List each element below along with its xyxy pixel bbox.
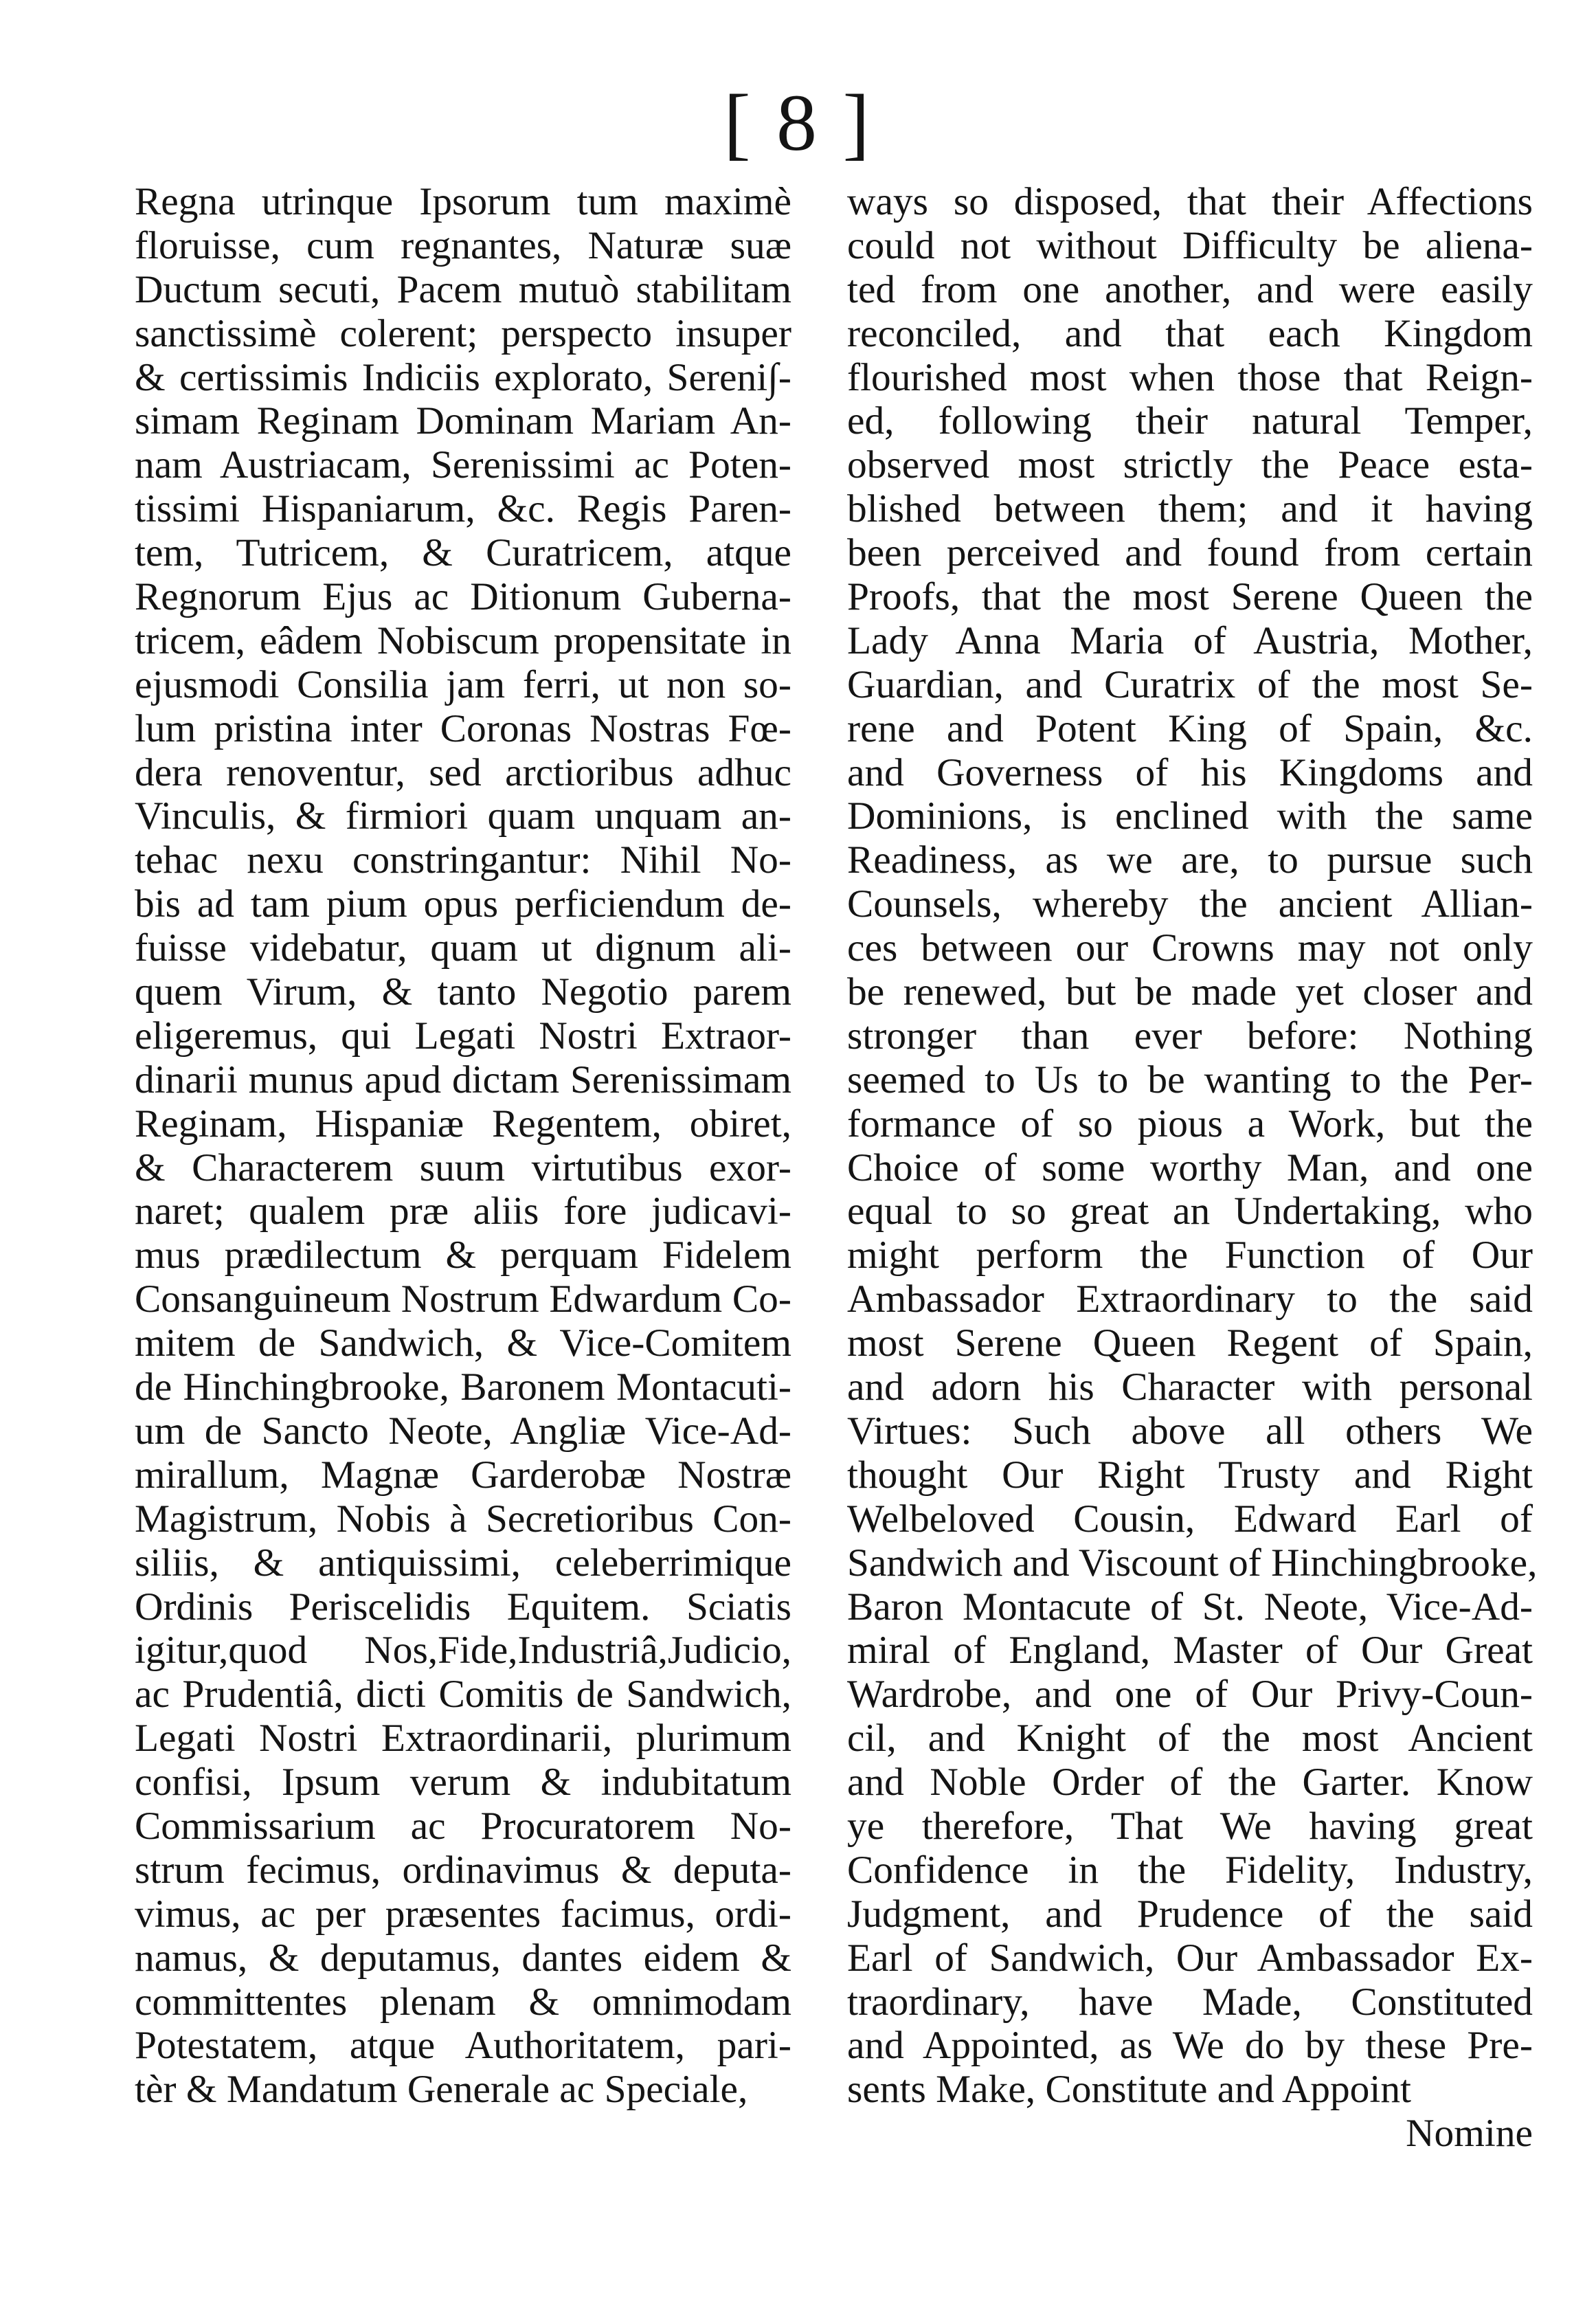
text-line: lum pristina inter Coronas Nostras Fœ- bbox=[135, 706, 791, 750]
text-line: Virtues: Such above all others We bbox=[847, 1409, 1533, 1453]
text-line: Dominions, is enclined with the same bbox=[847, 794, 1533, 838]
text-line: Regna utrinque Ipsorum tum maximè bbox=[135, 180, 791, 223]
text-line: naret; qualem præ aliis fore judicavi- bbox=[135, 1189, 791, 1233]
text-line: tèr & Mandatum Generale ac Speciale, bbox=[135, 2068, 748, 2112]
text-line: miral of England, Master of Our Great bbox=[847, 1629, 1533, 1673]
text-line: quem Virum, & tanto Negotio parem bbox=[135, 970, 791, 1014]
text-line: Sandwich and Viscount of Hinchingbrooke, bbox=[847, 1541, 1538, 1585]
text-line: Wardrobe, and one of Our Privy-Coun- bbox=[847, 1673, 1533, 1717]
latin-column bbox=[135, 180, 791, 2112]
text-line: confisi, Ipsum verum & indubitatum bbox=[135, 1761, 791, 1805]
text-line: most Serene Queen Regent of Spain, bbox=[847, 1321, 1533, 1365]
text-line: Reginam, Hispaniæ Regentem, obiret, bbox=[135, 1102, 791, 1146]
text-line: tissimi Hispaniarum, &c. Regis Paren- bbox=[135, 487, 791, 531]
text-line: mus prædilectum & perquam Fidelem bbox=[135, 1233, 791, 1277]
text-line: ac Prudentiâ, dicti Comitis de Sandwich, bbox=[135, 1673, 791, 1717]
text-line: mitem de Sandwich, & Vice-Comitem bbox=[135, 1321, 791, 1365]
text-line: Regnorum Ejus ac Ditionum Guberna- bbox=[135, 575, 791, 619]
text-line: been perceived and found from certain bbox=[847, 531, 1533, 575]
text-line: namus, & deputamus, dantes eidem & bbox=[135, 1936, 791, 1980]
text-line: Legati Nostri Extraordinarii, plurimum bbox=[135, 1717, 791, 1761]
text-line: tem, Tutricem, & Curatricem, atque bbox=[135, 531, 791, 575]
text-line: mirallum, Magnæ Garderobæ Nostræ bbox=[135, 1453, 791, 1497]
text-line: & certissimis Indiciis explorato, Sereni∫- bbox=[135, 355, 791, 399]
text-line: stronger than ever before: Nothing bbox=[847, 1014, 1533, 1058]
text-line: Ordinis Periscelidis Equitem. Sciatis bbox=[135, 1585, 791, 1629]
text-line: Lady Anna Maria of Austria, Mother, bbox=[847, 618, 1533, 662]
text-line: ted from one another, and were easily bbox=[847, 267, 1533, 311]
text-line: Welbeloved Cousin, Edward Earl of bbox=[847, 1497, 1533, 1541]
text-line: reconciled, and that each Kingdom bbox=[847, 311, 1533, 355]
text-line: Choice of some worthy Man, and one bbox=[847, 1146, 1533, 1189]
text-line: Ambassador Extraordinary to the said bbox=[847, 1277, 1533, 1321]
text-line: & Characterem suum virtutibus exor- bbox=[135, 1146, 791, 1189]
catchword: Nomine bbox=[1406, 2112, 1533, 2156]
text-line: igitur,quod Nos,Fide,Industriâ,Judicio, bbox=[135, 1629, 791, 1673]
text-line: Proofs, that the most Serene Queen the bbox=[847, 575, 1533, 619]
text-line: seemed to Us to be wanting to the Per- bbox=[847, 1058, 1533, 1102]
text-line: blished between them; and it having bbox=[847, 487, 1533, 531]
text-line: formance of so pious a Work, but the bbox=[847, 1102, 1533, 1146]
text-line: thought Our Right Trusty and Right bbox=[847, 1453, 1533, 1497]
text-line: and Noble Order of the Garter. Know bbox=[847, 1761, 1533, 1805]
text-line: might perform the Function of Our bbox=[847, 1233, 1533, 1277]
text-line: Potestatem, atque Authoritatem, pari- bbox=[135, 2024, 791, 2068]
text-line: and adorn his Character with personal bbox=[847, 1365, 1533, 1409]
text-line: bis ad tam pium opus perficiendum de- bbox=[135, 882, 791, 926]
text-line: ways so disposed, that their Affections bbox=[847, 180, 1533, 223]
text-line: dera renoventur, sed arctioribus adhuc bbox=[135, 750, 791, 794]
text-line: siliis, & antiquissimi, celeberrimique bbox=[135, 1541, 791, 1585]
text-line: and Governess of his Kingdoms and bbox=[847, 750, 1533, 794]
text-line: Vinculis, & firmiori quam unquam an- bbox=[135, 794, 791, 838]
text-line: Consanguineum Nostrum Edwardum Co- bbox=[135, 1277, 791, 1321]
text-line: traordinary, have Made, Constituted bbox=[847, 1980, 1533, 2024]
text-line: Confidence in the Fidelity, Industry, bbox=[847, 1848, 1533, 1892]
text-line: simam Reginam Dominam Mariam An- bbox=[135, 399, 791, 443]
text-line: be renewed, but be made yet closer and bbox=[847, 970, 1533, 1014]
text-line: Ductum secuti, Pacem mutuò stabilitam bbox=[135, 267, 791, 311]
english-column bbox=[847, 180, 1538, 2156]
text-line: committentes plenam & omnimodam bbox=[135, 1980, 791, 2024]
text-line: Counsels, whereby the ancient Allian- bbox=[847, 882, 1533, 926]
text-line: and Appointed, as We do by these Pre- bbox=[847, 2024, 1533, 2068]
text-line: flourished most when those that Reign- bbox=[847, 355, 1533, 399]
text-line: Readiness, as we are, to pursue such bbox=[847, 838, 1533, 882]
text-line: ces between our Crowns may not only bbox=[847, 926, 1533, 970]
text-line: floruisse, cum regnantes, Naturæ suæ bbox=[135, 223, 791, 267]
text-line: Guardian, and Curatrix of the most Se- bbox=[847, 662, 1533, 706]
text-line: de Hinchingbrooke, Baronem Montacuti- bbox=[135, 1365, 791, 1409]
text-line: eligeremus, qui Legati Nostri Extraor- bbox=[135, 1014, 791, 1058]
text-line: Magistrum, Nobis à Secretioribus Con- bbox=[135, 1497, 791, 1541]
text-line: Commissarium ac Procuratorem No- bbox=[135, 1804, 791, 1848]
text-line: could not without Difficulty be aliena- bbox=[847, 223, 1533, 267]
text-line: um de Sancto Neote, Angliæ Vice-Ad- bbox=[135, 1409, 791, 1453]
text-line: sanctissimè colerent; perspecto insuper bbox=[135, 311, 791, 355]
text-line: tricem, eâdem Nobiscum propensitate in bbox=[135, 618, 791, 662]
text-line: observed most strictly the Peace esta- bbox=[847, 443, 1533, 487]
text-line: Earl of Sandwich, Our Ambassador Ex- bbox=[847, 1936, 1533, 1980]
text-line: fuisse videbatur, quam ut dignum ali- bbox=[135, 926, 791, 970]
text-line: tehac nexu constringantur: Nihil No- bbox=[135, 838, 791, 882]
text-line: nam Austriacam, Serenissimi ac Poten- bbox=[135, 443, 791, 487]
text-line: rene and Potent King of Spain, &c. bbox=[847, 706, 1533, 750]
text-line: ejusmodi Consilia jam ferri, ut non so- bbox=[135, 662, 791, 706]
page-number: [ 8 ] bbox=[723, 78, 873, 168]
text-line: vimus, ac per præsentes facimus, ordi- bbox=[135, 1892, 791, 1936]
text-line: Baron Montacute of St. Neote, Vice-Ad- bbox=[847, 1585, 1533, 1629]
text-line: sents Make, Constitute and Appoint bbox=[847, 2068, 1411, 2112]
text-line: strum fecimus, ordinavimus & deputa- bbox=[135, 1848, 791, 1892]
text-line: ye therefore, That We having great bbox=[847, 1804, 1533, 1848]
text-line: dinarii munus apud dictam Serenissimam bbox=[135, 1058, 791, 1102]
text-line: ed, following their natural Temper, bbox=[847, 399, 1533, 443]
text-line: equal to so great an Undertaking, who bbox=[847, 1189, 1533, 1233]
text-line: Judgment, and Prudence of the said bbox=[847, 1892, 1533, 1936]
text-line: cil, and Knight of the most Ancient bbox=[847, 1717, 1533, 1761]
